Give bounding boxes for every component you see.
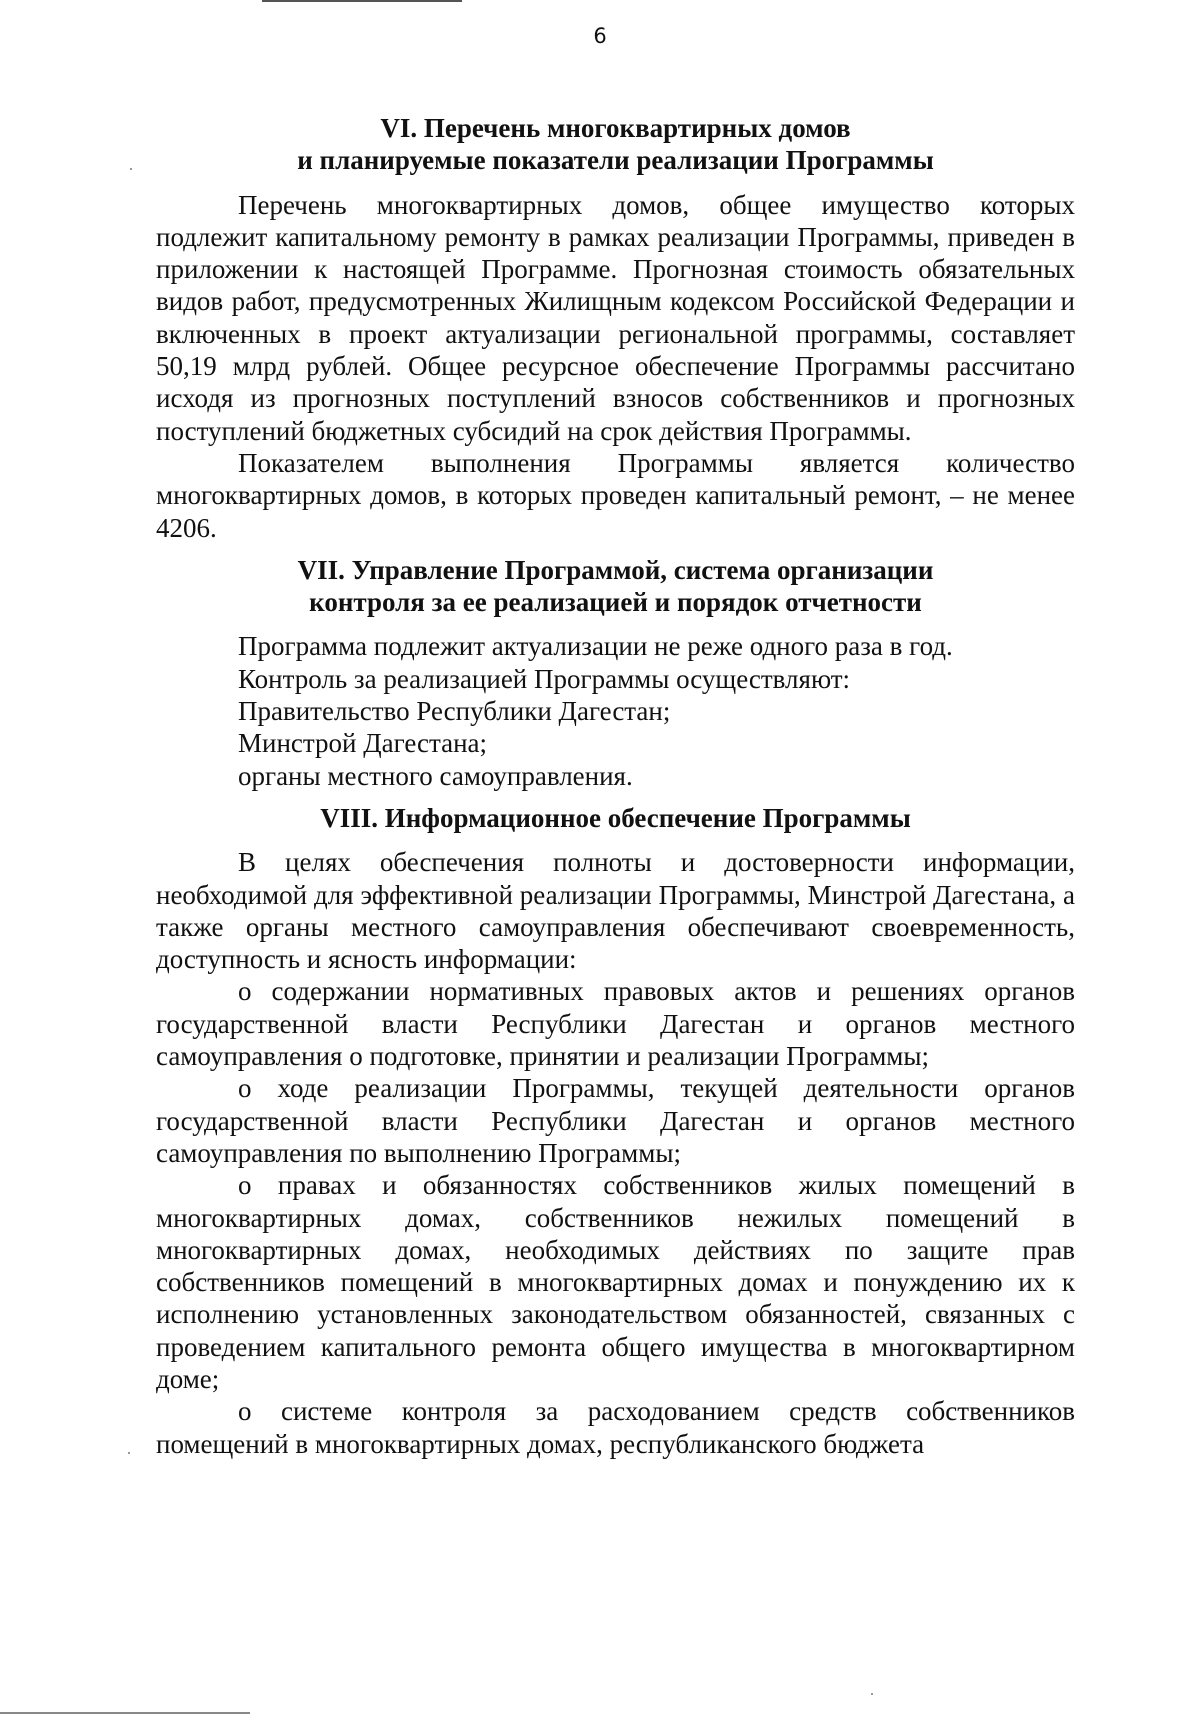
section-8-heading	[156, 802, 1075, 834]
section-7-heading-line-2: контроля за ее реализацией и порядок отчетности	[309, 587, 922, 618]
section-7-line-2: Контроль за реализацией Программы осуществляют:	[238, 663, 851, 694]
scan-artifact-top-line	[262, 0, 462, 2]
section-8-heading-line-1: VIII. Информационное обеспечение Программы	[320, 802, 911, 833]
section-6-paragraph-2: Показателем выполнения Программы является количество многоквартирных домов, в которых проведен капитальный ремонт, – не менее 4206.	[156, 447, 1075, 543]
section-8-paragraph-4: о правах и обязанностях собственников жилых помещений в многоквартирных домах, собственников нежилых помещений в многоквартирных домах, необходимых действиях по защите прав собственников помещений в многоквартирных домах и понуждению их к исполнению установленных законодательством обязанностей, связанных с проведением капитального ремонта общего имущества в многоквартирном доме;	[156, 1170, 1075, 1394]
section-6-paragraph-1: Перечень многоквартирных домов, общее имущество которых подлежит капитальному ремонту в рамках реализации Программы, приведен в приложении к настоящей Программе. Прогнозная стоимость обязательных видов работ, предусмотренных Жилищным кодексом Российской Федерации и включенных в проект актуализации региональной программы, составляет 50,19 млрд рублей. Общее ресурсное обеспечение Программы рассчитано исходя из прогнозных поступлений взносов собственников и прогнозных поступлений бюджетных субсидий на срок действия Программы.	[156, 189, 1075, 446]
document-body	[156, 112, 1075, 1460]
section-6-heading-line-2: и планируемые показатели реализации Программы	[297, 145, 934, 176]
section-7-line-5: органы местного самоуправления.	[238, 760, 633, 791]
section-7-line-4: Минстрой Дагестана;	[238, 728, 488, 759]
scan-speck	[130, 168, 132, 170]
section-6-heading	[156, 112, 1075, 177]
scan-speck	[128, 1452, 130, 1454]
page-number: 6	[593, 24, 607, 48]
section-7-heading-line-1: VII. Управление Программой, система организации	[297, 554, 934, 585]
section-6-heading-line-1: VI. Перечень многоквартирных домов	[380, 113, 851, 143]
section-8-paragraph-3: о ходе реализации Программы, текущей деятельности органов государственной власти Республики Дагестан и органов местного самоуправления по выполнению Программы;	[156, 1073, 1075, 1168]
section-8-paragraph-1: В целях обеспечения полноты и достоверности информации, необходимой для эффективной реализации Программы, Минстрой Дагестана, а также органы местного самоуправления обеспечивают своевременность, доступность и ясность информации:	[156, 847, 1075, 975]
section-7-line-1: Программа подлежит актуализации не реже одного раза в год.	[238, 631, 953, 662]
scan-artifact-bottom-line	[0, 1712, 250, 1714]
section-8-paragraph-2: о содержании нормативных правовых актов и решениях органов государственной власти Республики Дагестан и органов местного самоуправления о подготовке, принятии и реализации Программы;	[156, 976, 1075, 1072]
section-7-line-3: Правительство Республики Дагестан;	[238, 696, 671, 727]
scan-speck	[871, 1693, 873, 1695]
section-8-paragraph-5: о системе контроля за расходованием средств собственников помещений в многоквартирных домах, республиканского бюджета	[156, 1396, 1075, 1459]
section-7-heading	[156, 554, 1075, 619]
